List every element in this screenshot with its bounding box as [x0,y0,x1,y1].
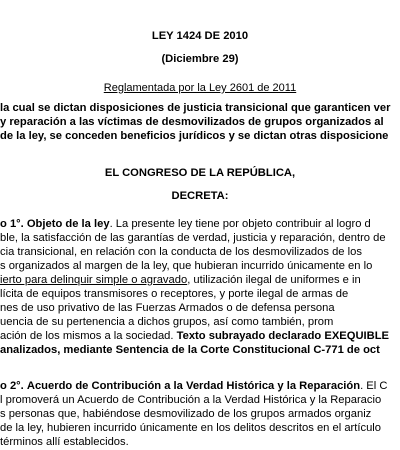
article-2-line: términos allí establecidos. [0,436,129,448]
article-1-last-line [0,330,389,343]
summary-line-3: de la ley, se conceden beneficios jurídicos y se dictan otras disposicione [0,130,389,142]
article-1-line: ble, la satisfacción de las garantías de verdad, justicia y reparación, dentro de [0,232,386,244]
article-1-line: uencia de su pertenencia a dichos grupos, así como también, prom [0,316,334,328]
article-1-number: o 1°. [0,218,24,230]
article-2-number: o 2°. [0,380,24,392]
article-1-intro: . La presente ley tiene por objeto contribuir al logro d [109,218,371,230]
article-1-line: ación de los mismos a la sociedad. [0,330,174,342]
article-2-line: l promoverá un Acuerdo de Contribución a la Verdad Histórica y la Reparacio [0,394,382,406]
article-2-heading: Acuerdo de Contribución a la Verdad Histórica y la Reparación [26,380,361,392]
congress-heading: EL CONGRESO DE LA REPÚBLICA, [104,167,296,179]
summary-line-2: y reparación a las víctimas de desmovilizados de grupos organizados al [0,116,384,128]
law-title: LEY 1424 DE 2010 [151,30,249,42]
regulated-by-link[interactable]: Reglamentada por la Ley 2601 de 2011 [103,82,297,94]
law-date: (Diciembre 29) [161,53,239,65]
article-1-line: s organizados al margen de la ley, que hubieran incurrido únicamente en lo [0,260,373,272]
article-2-first-line [0,380,387,393]
article-2-intro: . El C [360,380,388,392]
article-1-underlined-line [0,274,361,287]
article-1-underlined-text: ierto para delinquir simple o agravado [0,274,188,286]
summary-line-1: la cual se dictan disposiciones de justicia transicional que garanticen ver [0,102,391,114]
article-2-line: s personas que, habiéndose desmovilizado de los grupos armados organiz [0,408,372,420]
article-2-line: de la ley, hubieren incurrido únicamente en los delitos descritos en el artículo [0,422,382,434]
decree-heading: DECRETA: [171,190,229,202]
article-1-line: lícita de equipos transmisores o receptores, y porte ilegal de armas de [0,288,349,300]
article-1-line: nes de uso privativo de las Fuerzas Armados o de defensa persona [0,302,335,314]
article-1-line: cia transicional, en relación con la conducta de los desmovilizados de los [0,246,362,258]
exequible-note: Texto subrayado declarado EXEQUIBLE [176,330,390,342]
article-1-heading: Objeto de la ley [26,218,110,230]
article-1-line-4-rest: , utilización ilegal de uniformes e in [187,274,361,286]
article-1-first-line [0,218,371,231]
exequible-note-continued: analizados, mediante Sentencia de la Corte Constitucional C-771 de oct [0,344,380,356]
